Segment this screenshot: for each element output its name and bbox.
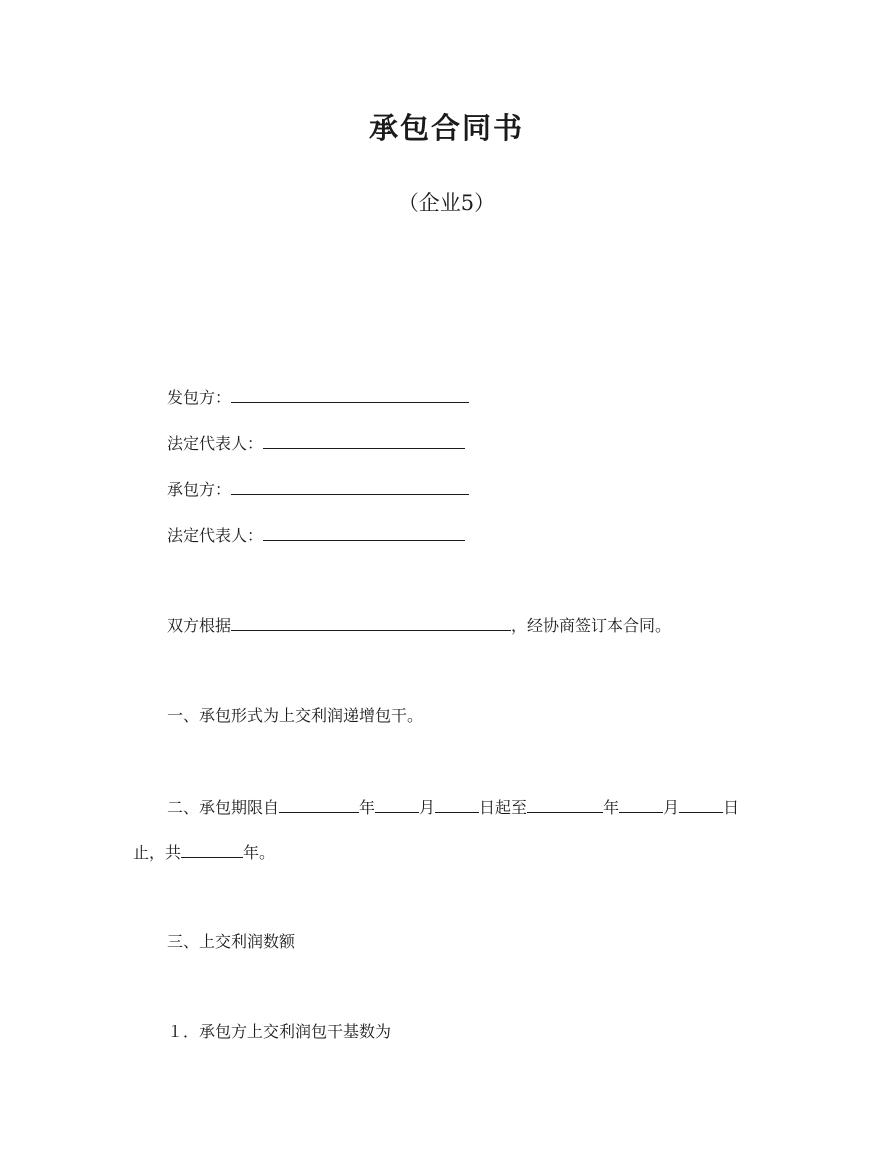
issuer-blank bbox=[231, 385, 469, 403]
clause-2-day-2: 日 bbox=[723, 798, 740, 817]
clause-3: 三、上交利润数额 bbox=[167, 932, 296, 951]
document-title: 承包合同书 bbox=[368, 111, 524, 145]
legal-rep-2-blank bbox=[263, 523, 465, 541]
issuer-label: 发包方： bbox=[167, 388, 232, 407]
basis-line bbox=[167, 613, 671, 638]
legal-rep-2-line bbox=[167, 523, 465, 548]
duration-years-blank bbox=[181, 840, 243, 858]
basis-blank bbox=[231, 613, 511, 631]
document-subtitle: （企业5） bbox=[397, 191, 496, 215]
contractor-blank bbox=[231, 477, 469, 495]
legal-rep-1-blank bbox=[263, 431, 465, 449]
basis-suffix: ，经协商签订本合同。 bbox=[511, 616, 672, 635]
start-year-blank bbox=[279, 795, 359, 813]
clause-2-year-2: 年 bbox=[603, 798, 620, 817]
end-day-blank bbox=[679, 795, 723, 813]
legal-rep-1-line bbox=[167, 431, 465, 456]
start-month-blank bbox=[375, 795, 419, 813]
clause-2-line bbox=[167, 795, 739, 820]
end-year-blank bbox=[527, 795, 603, 813]
legal-rep-2-label: 法定代表人： bbox=[167, 526, 264, 545]
clause-2-cont-prefix: 止，共 bbox=[133, 843, 182, 862]
contractor-label: 承包方： bbox=[167, 480, 232, 499]
clause-2-year-1: 年 bbox=[359, 798, 376, 817]
end-month-blank bbox=[619, 795, 663, 813]
clause-3-1: １．承包方上交利润包干基数为 bbox=[167, 1022, 392, 1041]
clause-2-day-1: 日起至 bbox=[479, 798, 528, 817]
legal-rep-1-label: 法定代表人： bbox=[167, 434, 264, 453]
clause-2-continuation bbox=[133, 840, 275, 865]
clause-2-prefix: 二、承包期限自 bbox=[167, 798, 280, 817]
clause-2-month-2: 月 bbox=[663, 798, 680, 817]
issuer-line bbox=[167, 385, 469, 410]
clause-2-month-1: 月 bbox=[419, 798, 436, 817]
clause-1: 一、承包形式为上交利润递增包干。 bbox=[167, 706, 424, 725]
clause-2-cont-suffix: 年。 bbox=[243, 843, 276, 862]
basis-prefix: 双方根据 bbox=[167, 616, 232, 635]
start-day-blank bbox=[435, 795, 479, 813]
contractor-line bbox=[167, 477, 469, 502]
